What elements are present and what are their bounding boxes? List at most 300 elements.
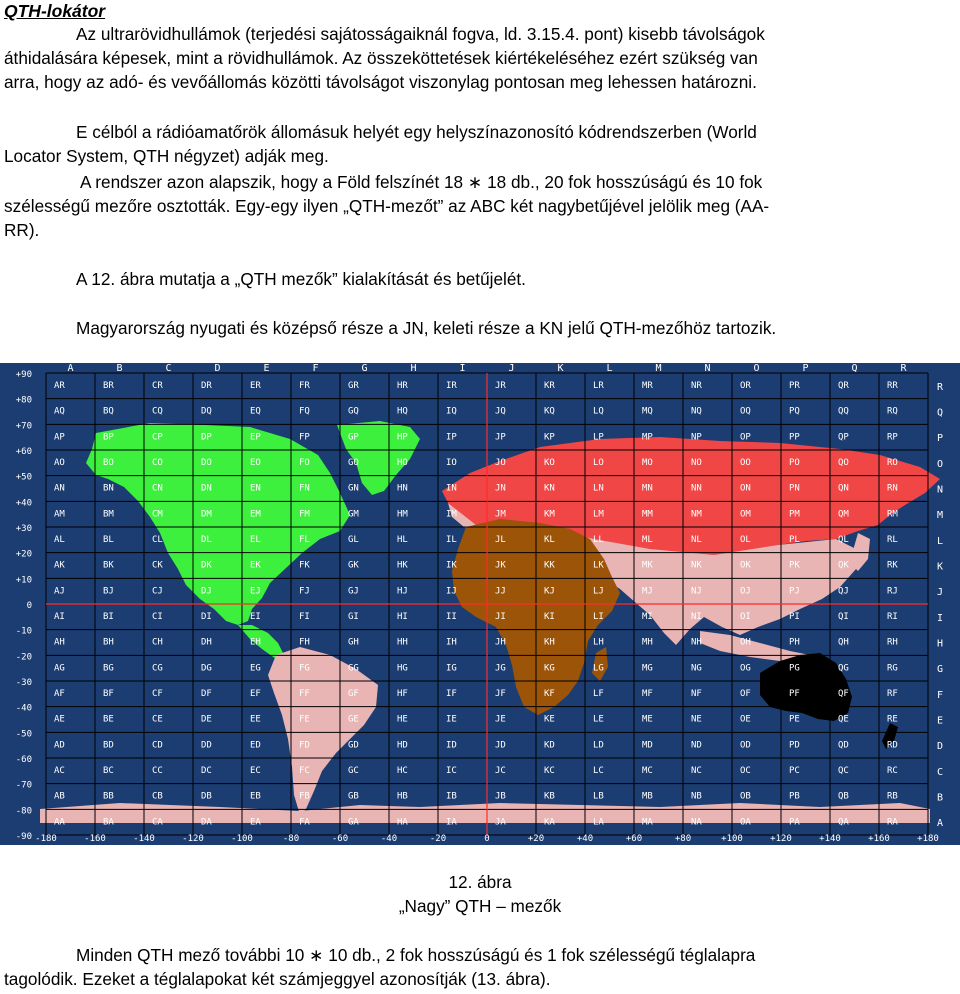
field-label: HQ xyxy=(397,406,408,417)
field-label: PF xyxy=(789,689,800,699)
field-label: HM xyxy=(397,509,408,520)
row-letter: B xyxy=(936,792,944,804)
section-heading: QTH-lokátor xyxy=(4,1,106,21)
field-label: GK xyxy=(348,560,359,571)
column-letter: H xyxy=(410,363,417,374)
field-label: QF xyxy=(838,689,849,699)
field-label: GI xyxy=(348,612,359,622)
row-letter: F xyxy=(936,689,944,701)
field-label: JD xyxy=(495,740,506,751)
field-label: LH xyxy=(593,637,604,648)
field-label: RB xyxy=(887,791,898,802)
field-label: AN xyxy=(54,483,65,494)
field-label: HK xyxy=(397,560,408,571)
field-label: QL xyxy=(838,535,849,545)
field-label: HJ xyxy=(397,586,408,597)
field-label: DA xyxy=(201,817,212,828)
field-label: ND xyxy=(691,740,702,751)
field-label: RQ xyxy=(887,406,898,417)
field-label: NB xyxy=(691,791,702,802)
longitude-label: +120 xyxy=(770,834,792,844)
column-letter: Q xyxy=(851,363,858,374)
field-label: OO xyxy=(740,458,751,468)
field-label: MC xyxy=(642,766,653,776)
row-letter: J xyxy=(936,587,944,599)
field-label: DK xyxy=(201,560,212,571)
field-label: QP xyxy=(838,432,849,443)
field-label: RD xyxy=(887,740,898,751)
field-label: OL xyxy=(740,535,751,545)
row-letter: M xyxy=(936,510,944,522)
field-label: LL xyxy=(593,535,604,545)
field-label: FL xyxy=(299,535,310,545)
latitude-label: -30 xyxy=(15,678,32,688)
field-label: GP xyxy=(348,432,359,443)
field-label: PA xyxy=(789,817,800,828)
field-label: LC xyxy=(593,766,604,776)
field-label: NE xyxy=(691,714,702,725)
field-label: AA xyxy=(54,817,65,828)
column-letter: K xyxy=(557,363,564,374)
field-label: HD xyxy=(397,740,408,751)
field-label: IJ xyxy=(446,586,457,597)
column-letter: I xyxy=(459,363,466,374)
column-letter: G xyxy=(361,363,368,374)
row-letter: Q xyxy=(936,407,944,419)
longitude-label: +180 xyxy=(917,834,939,844)
field-label: GJ xyxy=(348,586,359,597)
row-letter: E xyxy=(936,715,944,727)
field-label: BA xyxy=(103,817,114,828)
field-label: EK xyxy=(250,560,261,571)
field-label: MG xyxy=(642,663,653,674)
field-label: CN xyxy=(152,483,163,494)
field-label: HC xyxy=(397,766,408,776)
latitude-label: +90 xyxy=(15,370,32,380)
field-label: KQ xyxy=(544,406,555,417)
field-label: KI xyxy=(544,612,555,622)
field-label: AJ xyxy=(54,586,65,597)
field-label: JQ xyxy=(495,406,506,417)
paragraph-line: A rendszer azon alapszik, hogy a Föld felszínét 18 ∗ 18 db., 20 fok hosszúságú és 10 fok xyxy=(80,172,763,192)
field-label: BK xyxy=(103,560,114,571)
row-letter: C xyxy=(936,766,944,778)
field-label: QD xyxy=(838,740,849,751)
field-label: DF xyxy=(201,689,212,699)
latitude-label: +10 xyxy=(15,575,32,586)
field-label: RI xyxy=(887,612,898,622)
field-label: CE xyxy=(152,714,163,725)
field-label: FN xyxy=(299,483,310,494)
field-label: CC xyxy=(152,766,163,776)
longitude-label: 0 xyxy=(484,834,490,844)
field-label: BJ xyxy=(103,586,114,597)
field-label: OF xyxy=(740,689,751,699)
field-label: FP xyxy=(299,432,310,443)
field-label: IC xyxy=(446,766,457,776)
paragraph-line: szélességű mezőre osztották. Egy-egy ilyen „QTH-mezőt” az ABC két nagybetűjével jelölik meg (AA- xyxy=(4,196,770,216)
field-label: OK xyxy=(740,560,751,571)
field-label: CB xyxy=(152,791,163,802)
latitude-label: +20 xyxy=(15,549,32,560)
paragraph-line: áthidalására képesek, mint a rövidhullámok. Az összeköttetések kiértékeléséhez ezért szükség van xyxy=(4,48,758,68)
field-label: NI xyxy=(691,612,702,622)
field-label: BL xyxy=(103,535,114,545)
row-letter: L xyxy=(936,535,944,547)
paragraph-line: Minden QTH mező további 10 ∗ 10 db., 2 fok hosszúságú és 1 fok szélességű téglalapra xyxy=(76,945,756,965)
field-label: QC xyxy=(838,766,849,776)
field-label: JI xyxy=(495,612,506,622)
field-label: NM xyxy=(691,509,702,520)
field-label: DD xyxy=(201,740,212,751)
field-label: RR xyxy=(887,381,898,391)
field-label: ML xyxy=(642,535,653,545)
field-label: PG xyxy=(789,663,800,674)
field-label: KM xyxy=(544,509,555,520)
field-label: PR xyxy=(789,381,800,391)
field-label: GE xyxy=(348,714,359,725)
field-label: AR xyxy=(54,381,65,391)
field-label: DO xyxy=(201,458,212,468)
paragraph-line: Az ultrarövidhullámok (terjedési sajátosságaiknál fogva, ld. 3.15.4. pont) kisebb távolságok xyxy=(76,24,765,44)
field-label: RC xyxy=(887,766,898,776)
field-label: IO xyxy=(446,458,457,468)
column-letter: N xyxy=(704,363,711,374)
field-label: KP xyxy=(544,432,555,443)
field-label: AE xyxy=(54,714,65,725)
field-label: EB xyxy=(250,791,261,802)
field-label: NN xyxy=(691,483,702,494)
field-label: NG xyxy=(691,663,702,674)
field-label: II xyxy=(446,612,457,622)
field-label: MJ xyxy=(642,586,653,597)
field-label: DQ xyxy=(201,406,212,417)
latitude-label: 0 xyxy=(26,601,32,611)
field-label: HO xyxy=(397,458,408,468)
field-label: QM xyxy=(838,509,849,520)
field-label: CO xyxy=(152,458,163,468)
field-label: NR xyxy=(691,381,702,391)
field-label: FM xyxy=(299,509,310,520)
field-label: CF xyxy=(152,689,163,699)
field-label: HF xyxy=(397,689,408,699)
field-label: CM xyxy=(152,509,163,520)
field-label: GA xyxy=(348,817,359,828)
field-label: MR xyxy=(642,381,653,391)
field-label: FE xyxy=(299,714,310,725)
field-label: OH xyxy=(740,637,751,648)
latitude-label: +30 xyxy=(15,524,32,534)
field-label: DG xyxy=(201,663,212,674)
field-label: BQ xyxy=(103,406,114,417)
field-label: PL xyxy=(789,535,800,545)
row-letter: O xyxy=(936,458,944,470)
field-label: RN xyxy=(887,483,898,494)
field-label: PD xyxy=(789,740,800,751)
field-label: JE xyxy=(495,714,506,725)
field-label: LP xyxy=(593,432,604,443)
longitude-label: +20 xyxy=(527,834,545,844)
field-label: JP xyxy=(495,432,506,443)
field-label: QK xyxy=(838,560,849,571)
qth-locator-map xyxy=(0,363,960,845)
field-label: OC xyxy=(740,766,751,776)
longitude-label: -180 xyxy=(35,834,57,844)
field-label: RP xyxy=(887,432,898,443)
field-label: AB xyxy=(54,791,65,802)
field-label: AG xyxy=(54,663,65,674)
latitude-label: -20 xyxy=(15,652,32,663)
field-label: HL xyxy=(397,535,408,545)
field-label: MI xyxy=(642,612,653,622)
field-label: GR xyxy=(348,381,359,391)
column-letter: M xyxy=(655,363,662,374)
field-label: DR xyxy=(201,381,212,391)
row-letter: I xyxy=(936,612,944,624)
field-label: GM xyxy=(348,509,359,520)
field-label: CK xyxy=(152,560,163,571)
field-label: RA xyxy=(887,817,898,828)
field-label: PH xyxy=(789,637,800,648)
field-label: JR xyxy=(495,381,506,391)
field-label: QE xyxy=(838,714,849,725)
field-label: DM xyxy=(201,509,212,520)
paragraph-line: RR). xyxy=(4,220,40,240)
field-label: IA xyxy=(446,817,457,828)
field-label: JC xyxy=(495,766,506,776)
longitude-label: -60 xyxy=(331,834,349,844)
field-label: EL xyxy=(250,535,261,545)
field-label: DN xyxy=(201,483,212,494)
column-letter: E xyxy=(263,363,270,374)
field-label: OD xyxy=(740,740,751,751)
field-label: IF xyxy=(446,689,457,699)
field-label: OJ xyxy=(740,586,751,597)
field-label: BN xyxy=(103,483,114,494)
field-label: FD xyxy=(299,740,310,751)
field-label: DJ xyxy=(201,586,212,597)
field-label: KC xyxy=(544,766,555,776)
field-label: JN xyxy=(495,483,506,494)
field-label: ME xyxy=(642,714,653,725)
field-label: EN xyxy=(250,483,261,494)
row-letter: H xyxy=(936,638,944,650)
field-label: KB xyxy=(544,791,555,802)
field-label: FA xyxy=(299,817,310,828)
field-label: KA xyxy=(544,817,555,828)
field-label: OP xyxy=(740,432,751,443)
field-label: NC xyxy=(691,766,702,776)
latitude-label: +80 xyxy=(15,395,32,406)
field-label: MB xyxy=(642,791,653,802)
longitude-label: -80 xyxy=(282,834,300,844)
field-label: QI xyxy=(838,612,849,622)
field-label: GL xyxy=(348,535,359,545)
longitude-label: -160 xyxy=(84,834,106,844)
field-label: MA xyxy=(642,817,653,828)
field-label: JM xyxy=(495,509,506,520)
row-letter: D xyxy=(936,741,944,753)
field-label: JO xyxy=(495,458,506,468)
field-label: LN xyxy=(593,483,604,494)
field-label: LO xyxy=(593,458,604,468)
field-label: KJ xyxy=(544,586,555,597)
row-letter: N xyxy=(936,484,944,496)
field-label: PI xyxy=(789,612,800,622)
field-label: HI xyxy=(397,612,408,622)
longitude-label: +100 xyxy=(721,834,743,844)
field-label: GO xyxy=(348,458,359,468)
field-label: KK xyxy=(544,560,555,571)
field-label: NO xyxy=(691,458,702,468)
field-label: GF xyxy=(348,689,359,699)
latitude-label: +60 xyxy=(15,447,32,457)
field-label: QA xyxy=(838,817,849,828)
field-label: CH xyxy=(152,637,163,648)
field-label: FJ xyxy=(299,586,310,597)
field-label: CD xyxy=(152,740,163,751)
field-label: CP xyxy=(152,432,163,443)
field-label: LQ xyxy=(593,406,604,417)
column-letter: R xyxy=(900,363,907,374)
field-label: LM xyxy=(593,509,604,520)
field-label: RK xyxy=(887,560,898,571)
field-label: IR xyxy=(446,381,457,391)
longitude-label: -20 xyxy=(429,834,447,844)
field-label: JH xyxy=(495,637,506,648)
longitude-label: +160 xyxy=(868,834,890,844)
field-label: HG xyxy=(397,663,408,674)
field-label: LG xyxy=(593,663,604,674)
field-label: BB xyxy=(103,791,114,802)
field-label: FG xyxy=(299,663,310,674)
field-label: GG xyxy=(348,663,359,674)
paragraph-line: tagolódik. Ezeket a téglalapokat két számjeggyel azonosítják (13. ábra). xyxy=(4,969,551,989)
field-label: IM xyxy=(446,509,457,520)
field-label: ER xyxy=(250,381,261,391)
latitude-label: +70 xyxy=(15,421,32,432)
field-label: EG xyxy=(250,663,261,674)
column-letter: F xyxy=(312,363,319,374)
field-label: AH xyxy=(54,637,65,648)
field-label: BC xyxy=(103,766,114,776)
field-label: AL xyxy=(54,535,65,545)
field-label: PN xyxy=(789,483,800,494)
field-label: MH xyxy=(642,637,653,648)
field-label: KE xyxy=(544,714,555,725)
field-label: HR xyxy=(397,381,408,391)
field-label: MM xyxy=(642,509,653,520)
field-label: EM xyxy=(250,509,261,520)
field-label: RL xyxy=(887,535,898,545)
field-label: MK xyxy=(642,560,653,571)
field-label: OR xyxy=(740,381,751,391)
column-letter: D xyxy=(214,363,221,374)
longitude-label: +40 xyxy=(576,834,594,844)
field-label: BG xyxy=(103,663,114,674)
field-label: FQ xyxy=(299,406,310,417)
field-label: PB xyxy=(789,791,800,802)
field-label: DI xyxy=(201,612,212,622)
field-label: PC xyxy=(789,766,800,776)
field-label: FB xyxy=(299,791,310,802)
field-label: AI xyxy=(54,612,65,622)
field-label: EF xyxy=(250,689,261,699)
field-label: OM xyxy=(740,509,751,520)
field-label: IQ xyxy=(446,406,457,417)
field-label: FH xyxy=(299,637,310,648)
field-label: EE xyxy=(250,714,261,725)
field-label: PP xyxy=(789,432,800,443)
paragraph-line: E célból a rádióamatőrök állomásuk helyét egy helyszínazonosító kódrendszerben (World xyxy=(76,122,757,142)
column-letter: O xyxy=(753,363,760,374)
field-label: MN xyxy=(642,483,653,494)
column-letter: P xyxy=(802,363,809,374)
field-label: NJ xyxy=(691,586,702,597)
field-label: FC xyxy=(299,766,310,776)
field-label: IL xyxy=(446,535,457,545)
field-label: JL xyxy=(495,535,506,545)
figure-title: „Nagy” QTH – mezők xyxy=(398,896,562,916)
longitude-label: -40 xyxy=(380,834,398,844)
field-label: OI xyxy=(740,612,751,622)
field-label: KH xyxy=(544,637,555,648)
field-label: NQ xyxy=(691,406,702,417)
field-label: KF xyxy=(544,689,555,699)
field-label: CJ xyxy=(152,586,163,597)
longitude-label: -120 xyxy=(182,834,204,844)
field-label: EI xyxy=(250,612,261,622)
latitude-label: -90 xyxy=(15,832,32,842)
field-label: DB xyxy=(201,791,212,802)
field-label: CR xyxy=(152,381,163,391)
paragraph-line: Magyarország nyugati és középső része a JN, keleti része a KN jelű QTH-mezőhöz tartozik. xyxy=(76,318,777,338)
field-label: FR xyxy=(299,381,310,391)
field-label: AM xyxy=(54,509,65,520)
field-label: BH xyxy=(103,637,114,648)
field-label: GQ xyxy=(348,406,359,417)
field-label: BE xyxy=(103,714,114,725)
field-label: PK xyxy=(789,560,800,571)
field-label: NA xyxy=(691,817,702,828)
field-label: CI xyxy=(152,612,163,622)
field-label: KG xyxy=(544,663,555,674)
field-label: DH xyxy=(201,637,212,648)
field-label: RE xyxy=(887,714,898,725)
field-label: FF xyxy=(299,689,310,699)
field-label: IB xyxy=(446,791,457,802)
column-letter: J xyxy=(508,363,515,374)
field-label: HB xyxy=(397,791,408,802)
field-label: KR xyxy=(544,381,555,391)
latitude-label: -60 xyxy=(15,755,32,765)
field-label: OB xyxy=(740,791,751,802)
field-label: HH xyxy=(397,637,408,648)
field-label: BD xyxy=(103,740,114,751)
row-letter: R xyxy=(936,381,944,393)
field-label: IK xyxy=(446,560,457,571)
field-label: KL xyxy=(544,535,555,545)
field-label: QO xyxy=(838,458,849,468)
latitude-label: -70 xyxy=(15,780,32,791)
field-label: IP xyxy=(446,432,457,443)
field-label: PE xyxy=(789,714,800,725)
field-label: IE xyxy=(446,714,457,725)
latitude-label: +40 xyxy=(15,498,32,509)
column-letter: L xyxy=(606,363,613,374)
row-letter: P xyxy=(936,433,944,445)
field-label: BP xyxy=(103,432,114,443)
